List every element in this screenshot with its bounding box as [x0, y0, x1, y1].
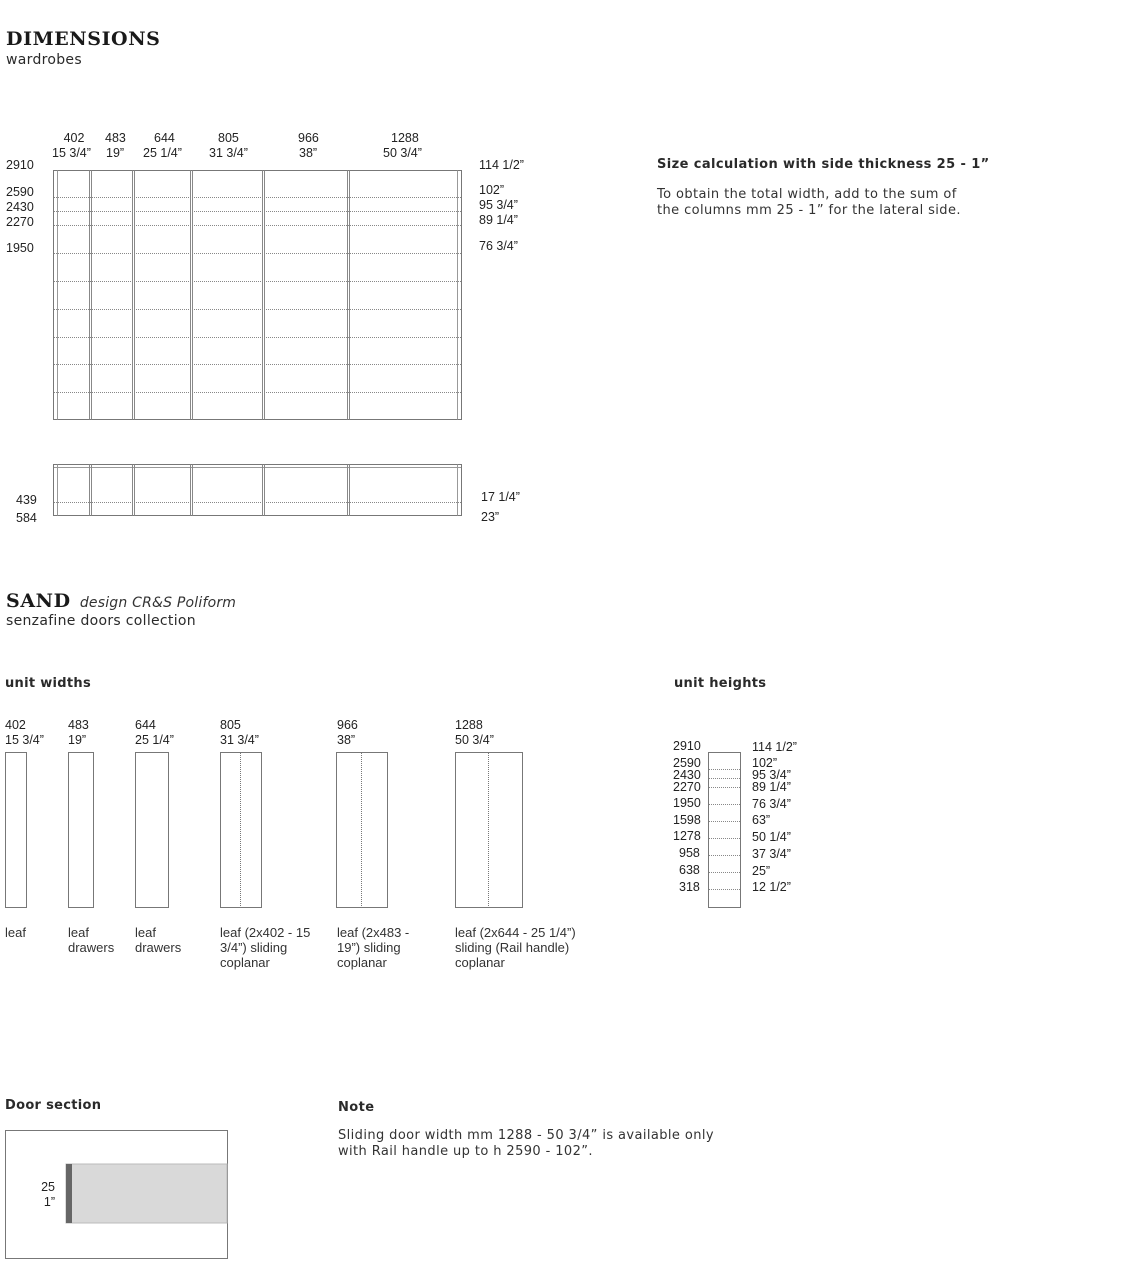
uh-mm-1598: 1598: [673, 813, 701, 827]
door-section-in: 1”: [43, 1195, 55, 1209]
height-mm-1950: 1950: [6, 241, 34, 255]
door-section-label: Door section: [5, 1098, 102, 1113]
uh-mm-2430: 2430: [673, 768, 701, 782]
uh-in-1598: 63”: [752, 813, 771, 827]
col-mm-644: 644: [154, 131, 175, 145]
uh-in-638: 25”: [752, 864, 771, 878]
low-in-584: 23”: [481, 510, 500, 524]
uh-mm-2270: 2270: [673, 780, 701, 794]
height-in-2430: 95 3/4”: [479, 198, 518, 212]
height-mm-2430: 2430: [6, 200, 34, 214]
uh-in-2910: 114 1/2”: [752, 740, 797, 754]
height-in-2270: 89 1/4”: [479, 213, 518, 227]
size-calc-title: Size calculation with side thickness 25 - 1”: [657, 157, 990, 172]
uw-mm-402: 402: [5, 718, 26, 732]
uh-in-318: 12 1/2”: [752, 880, 791, 894]
uh-mm-958: 958: [679, 846, 700, 860]
low-mm-439: 439: [16, 493, 37, 507]
uh-in-958: 37 3/4”: [752, 847, 791, 861]
uw-mm-1288: 1288: [455, 718, 483, 732]
col-in-402: 15 3/4”: [52, 146, 91, 160]
col-in-644: 25 1/4”: [143, 146, 182, 160]
collection-subtitle: senzafine doors collection: [6, 613, 196, 629]
uh-in-2270: 89 1/4”: [752, 780, 791, 794]
uh-mm-2590: 2590: [673, 756, 701, 770]
height-mm-2910: 2910: [6, 158, 34, 172]
uh-in-2430: 95 3/4”: [752, 768, 791, 782]
collection-heading: [6, 590, 236, 612]
uw-in-644: 25 1/4”: [135, 733, 174, 747]
uh-mm-1278: 1278: [673, 829, 701, 843]
uh-in-2590: 102”: [752, 756, 778, 770]
uw-in-805: 31 3/4”: [220, 733, 259, 747]
page-subtitle: wardrobes: [6, 52, 82, 68]
col-mm-966: 966: [298, 131, 319, 145]
height-in-2910: 114 1/2”: [479, 158, 524, 172]
collection-design: design CR&S Poliform: [79, 595, 237, 611]
uh-mm-1950: 1950: [673, 796, 701, 810]
low-in-439: 17 1/4”: [481, 490, 520, 504]
collection-name: SAND: [6, 590, 71, 612]
col-in-805: 31 3/4”: [209, 146, 248, 160]
height-mm-2270: 2270: [6, 215, 34, 229]
uh-mm-318: 318: [679, 880, 700, 894]
col-in-1288: 50 3/4”: [383, 146, 422, 160]
uw-caption-1288: leaf (2x644 - 25 1/4”) sliding (Rail handle) coplanar: [455, 925, 576, 970]
uw-caption-644: leaf drawers: [135, 925, 182, 955]
height-in-2590: 102”: [479, 183, 505, 197]
unit-widths-label: unit widths: [5, 676, 91, 691]
uw-caption-966: leaf (2x483 - 19”) sliding coplanar: [337, 925, 410, 970]
col-in-966: 38”: [299, 146, 318, 160]
unit-heights-label: unit heights: [674, 676, 767, 691]
uw-mm-644: 644: [135, 718, 156, 732]
uw-in-402: 15 3/4”: [5, 733, 44, 747]
col-mm-805: 805: [218, 131, 239, 145]
col-mm-1288: 1288: [391, 131, 419, 145]
uh-in-1950: 76 3/4”: [752, 797, 791, 811]
uw-mm-805: 805: [220, 718, 241, 732]
height-mm-2590: 2590: [6, 185, 34, 199]
height-in-1950: 76 3/4”: [479, 239, 518, 253]
uw-caption-402: leaf: [5, 925, 26, 940]
uh-mm-2910: 2910: [673, 739, 701, 753]
low-mm-584: 584: [16, 511, 37, 525]
page-title: DIMENSIONS: [6, 28, 161, 50]
uw-in-483: 19”: [68, 733, 87, 747]
note-text: Sliding door width mm 1288 - 50 3/4” is available only with Rail handle up to h 2590 - 102”.: [338, 1128, 714, 1159]
uw-mm-483: 483: [68, 718, 89, 732]
uh-mm-638: 638: [679, 863, 700, 877]
col-mm-483: 483: [105, 131, 126, 145]
uw-mm-966: 966: [337, 718, 358, 732]
uw-in-1288: 50 3/4”: [455, 733, 494, 747]
uw-in-966: 38”: [337, 733, 356, 747]
door-section-mm: 25: [41, 1180, 55, 1194]
size-calc-text: To obtain the total width, add to the sum of the columns mm 25 - 1” for the lateral side.: [657, 187, 961, 218]
col-mm-402: 402: [63, 131, 85, 145]
uw-caption-483: leaf drawers: [68, 925, 115, 955]
uw-caption-805: leaf (2x402 - 15 3/4”) sliding coplanar: [220, 925, 311, 970]
note-title: Note: [338, 1100, 375, 1115]
col-in-483: 19”: [106, 146, 125, 160]
uh-in-1278: 50 1/4”: [752, 830, 791, 844]
